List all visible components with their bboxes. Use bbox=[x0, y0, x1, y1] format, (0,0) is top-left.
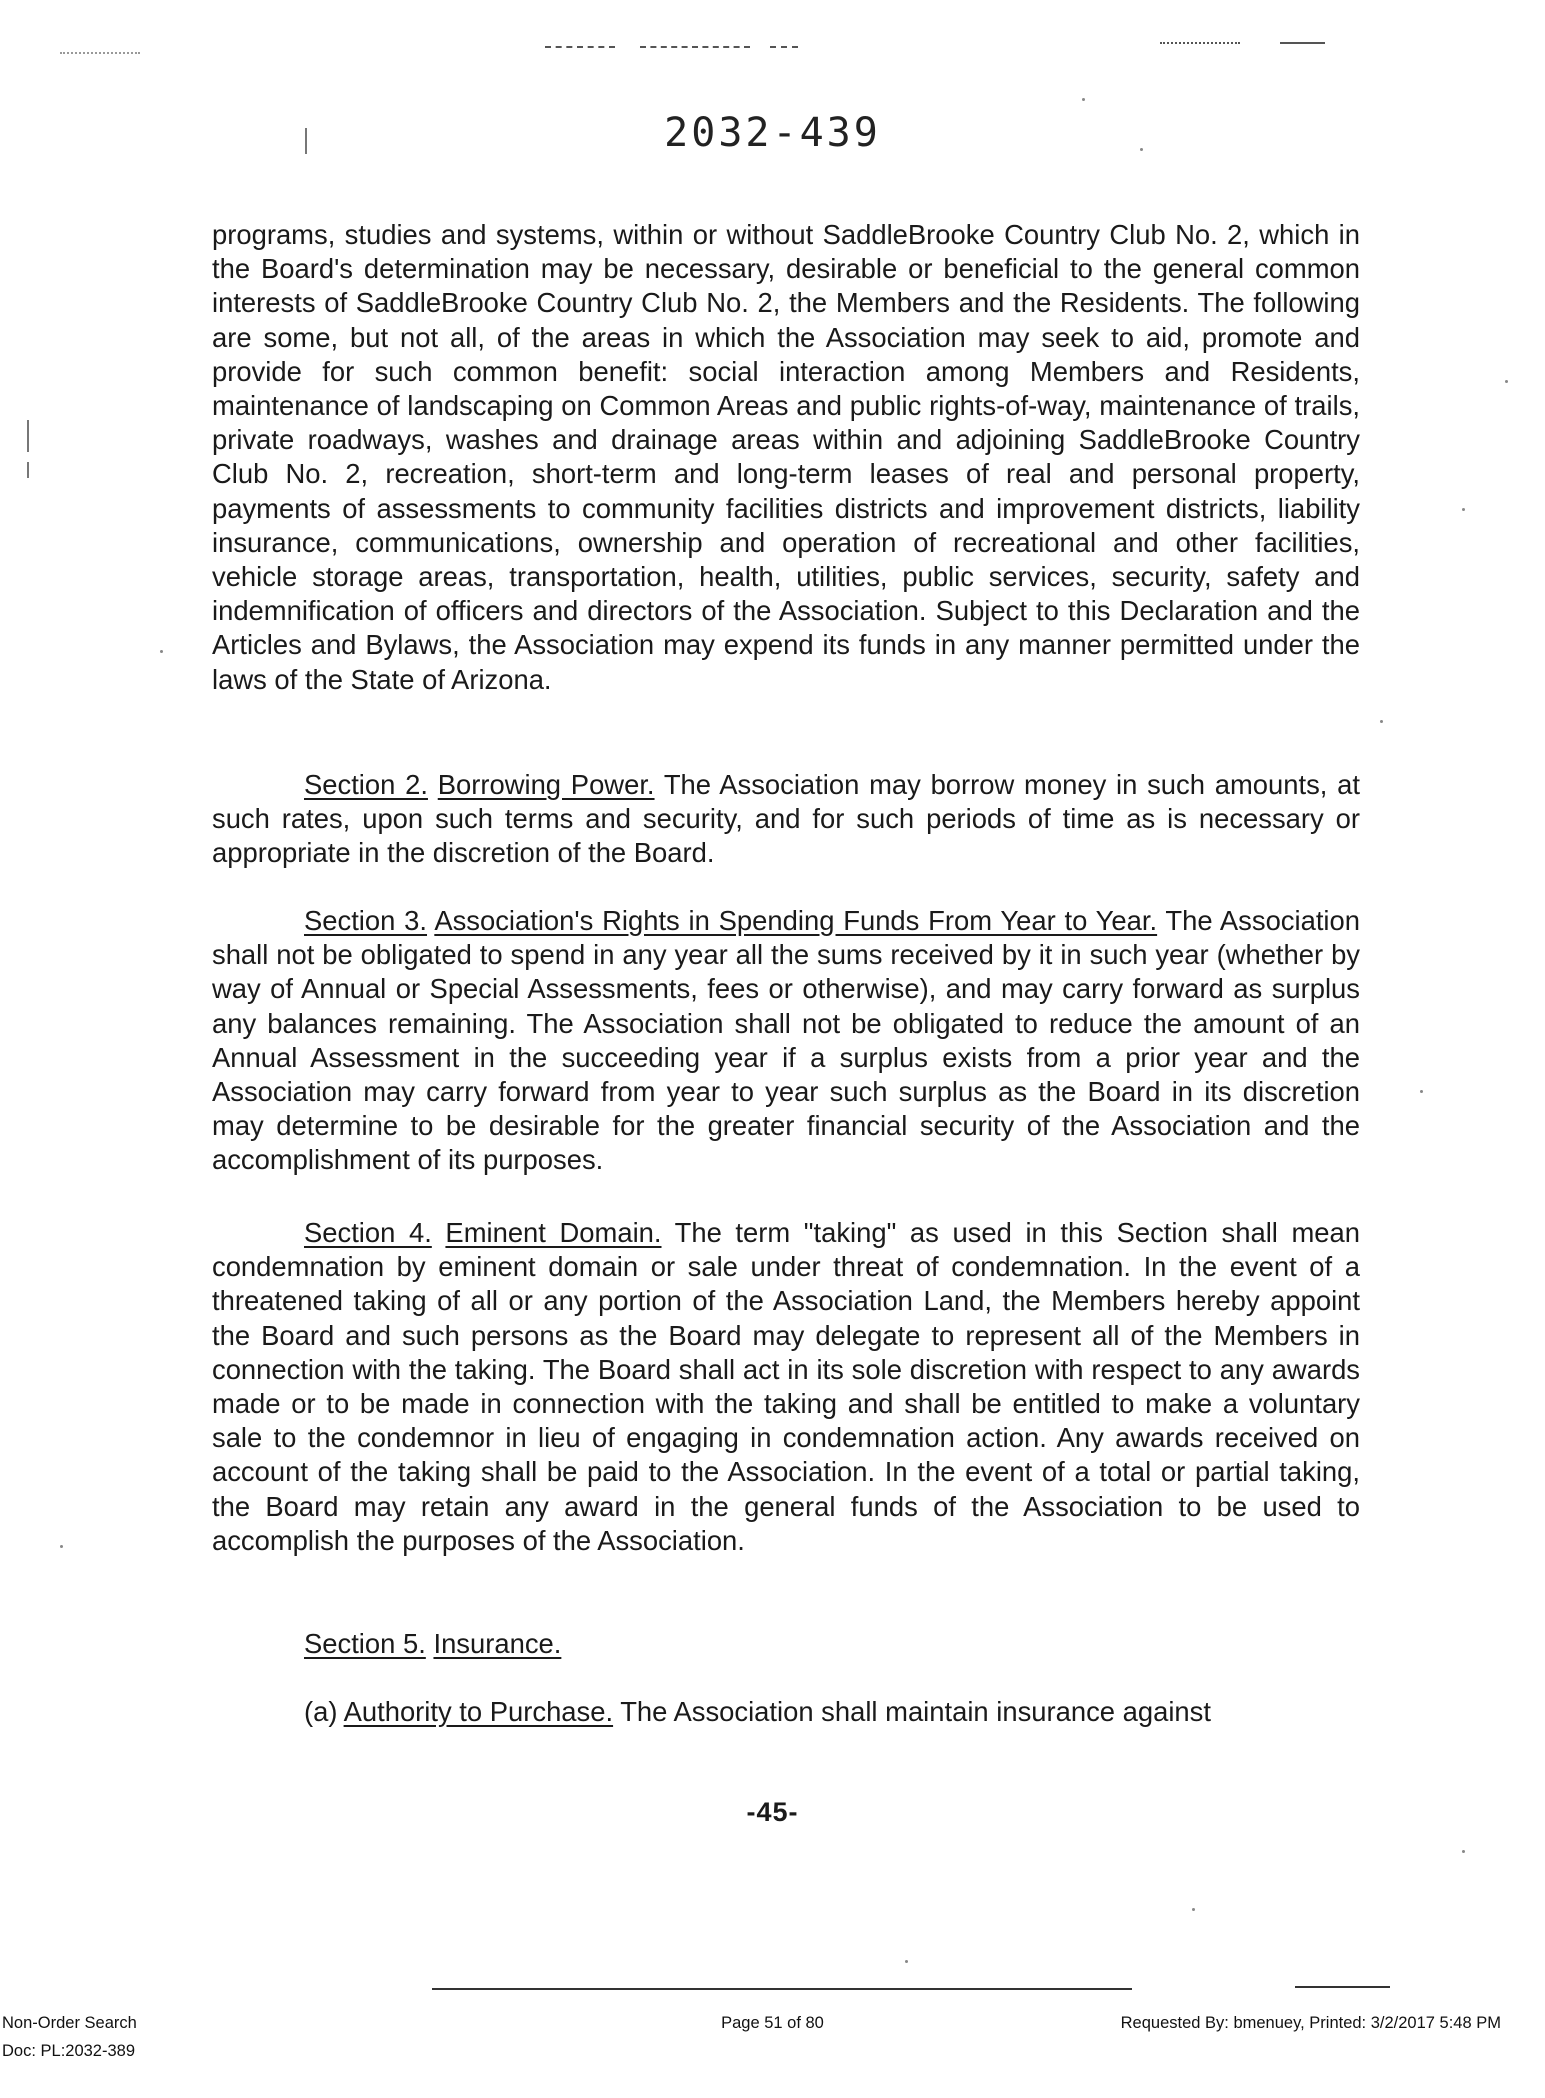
section-text: The Association may borrow money in such amounts, at such rates, upon such terms and security, and for such periods of time as is necessary or appropriate in the discretion of the Board. bbox=[212, 769, 1360, 869]
scan-mark bbox=[1280, 42, 1325, 44]
scan-mark bbox=[27, 420, 29, 452]
scan-mark bbox=[545, 46, 615, 48]
section-label: Section 3. bbox=[304, 905, 428, 936]
scan-mark bbox=[27, 462, 29, 478]
section-5-insurance bbox=[212, 1627, 1360, 1661]
document-number: 2032-439 bbox=[664, 110, 881, 156]
paragraph-text: programs, studies and systems, within or without SaddleBrooke Country Club No. 2, which in the Board's determination may be necessary, desirable or beneficial to the general common interests of SaddleBrooke Country Club No. 2, the Members and the Residents. The following are some, but not all, of the areas in which the Association may seek to aid, promote and provide for such common benefit: social interaction among Members and Residents, maintenance of landscaping on Common Areas and public rights-of-way, maintenance of trails, private roadways, washes and drainage areas within and adjoining SaddleBrooke Country Club No. 2, recreation, short-term and long-term leases of real and personal property, payments of assessments to community facilities districts and improvement districts, liability insurance, communications, ownership and operation of recreational and other facilities, vehicle storage areas, transportation, health, utilities, public services, security, safety and indemnification of officers and directors of the Association. Subject to this Declaration and the Articles and Bylaws, the Association may expend its funds in any manner permitted under the laws of the State of Arizona. bbox=[212, 219, 1360, 695]
bottom-rule bbox=[432, 1988, 1132, 1990]
section-title: Eminent Domain. bbox=[445, 1217, 662, 1248]
scan-speck bbox=[1462, 508, 1465, 511]
scan-speck bbox=[1505, 380, 1508, 383]
section-text: The term "taking" as used in this Section shall mean condemnation by eminent domain or sale under threat of condemnation. In the event of a threatened taking of all or any portion of the Association Land, the Members hereby appoint the Board and such persons as the Board may delegate to represent all of the Members in connection with the taking. The Board shall act in its sole discretion with respect to any awards made or to be made in connection with the taking and shall be entitled to make a voluntary sale to the condemnor in lieu of engaging in condemnation action. Any awards received on account of the taking shall be paid to the Association. In the event of a total or partial taking, the Board may retain any award in the general funds of the Association to be used to accomplish the purposes of the Association. bbox=[212, 1217, 1360, 1556]
subsection-label: (a) bbox=[304, 1696, 338, 1727]
scan-speck bbox=[1192, 1908, 1195, 1911]
scan-speck bbox=[1380, 720, 1383, 723]
section-label: Section 4. bbox=[304, 1217, 432, 1248]
page-number: -45- bbox=[746, 1797, 799, 1827]
scan-speck bbox=[1420, 1090, 1423, 1093]
scan-speck bbox=[905, 1960, 908, 1963]
scan-speck bbox=[1140, 148, 1143, 151]
section-title: Borrowing Power. bbox=[437, 769, 655, 800]
section-text: The Association shall not be obligated to spend in any year all the sums received by it in such year (whether by way of Annual or Special Assessments, fees or otherwise), and may carry forward as surplus any balances remaining. The Association shall not be obligated to reduce the amount of an Annual Assessment in the succeeding year if a surplus exists from a prior year and the Association may carry forward from year to year such surplus as the Board in its discretion may determine to be desirable for the greater financial security of the Association and the accomplishment of its purposes. bbox=[212, 905, 1360, 1176]
scan-mark bbox=[1160, 42, 1240, 44]
section-2-borrowing-power bbox=[212, 768, 1360, 871]
bottom-rule bbox=[1295, 1986, 1390, 1988]
footer-requested-by: Requested By: bmenuey, Printed: 3/2/2017 5:48 PM bbox=[1120, 2014, 1501, 2032]
section-title: Insurance. bbox=[433, 1628, 562, 1659]
scan-speck bbox=[1082, 98, 1085, 101]
subsection-text: The Association shall maintain insurance against bbox=[620, 1696, 1211, 1727]
section-label: Section 2. bbox=[304, 769, 428, 800]
paragraph-programs bbox=[212, 218, 1360, 697]
subsection-title: Authority to Purchase. bbox=[343, 1696, 614, 1727]
scan-speck bbox=[1462, 1850, 1465, 1853]
footer-search-type: Non-Order Search bbox=[2, 2014, 137, 2032]
section-3-spending-funds bbox=[212, 904, 1360, 1178]
section-title: Association's Rights in Spending Funds From Year to Year. bbox=[434, 905, 1158, 936]
section-4-eminent-domain bbox=[212, 1216, 1360, 1558]
scan-speck bbox=[160, 650, 163, 653]
scan-mark bbox=[640, 46, 750, 48]
footer-doc-id: Doc: PL:2032-389 bbox=[2, 2042, 136, 2060]
footer-page-count: Page 51 of 80 bbox=[721, 2014, 824, 2032]
scan-speck bbox=[60, 1545, 63, 1548]
subsection-a-authority bbox=[212, 1695, 1360, 1729]
section-label: Section 5. bbox=[304, 1628, 426, 1659]
scan-mark bbox=[770, 46, 798, 48]
scan-mark bbox=[60, 52, 140, 54]
